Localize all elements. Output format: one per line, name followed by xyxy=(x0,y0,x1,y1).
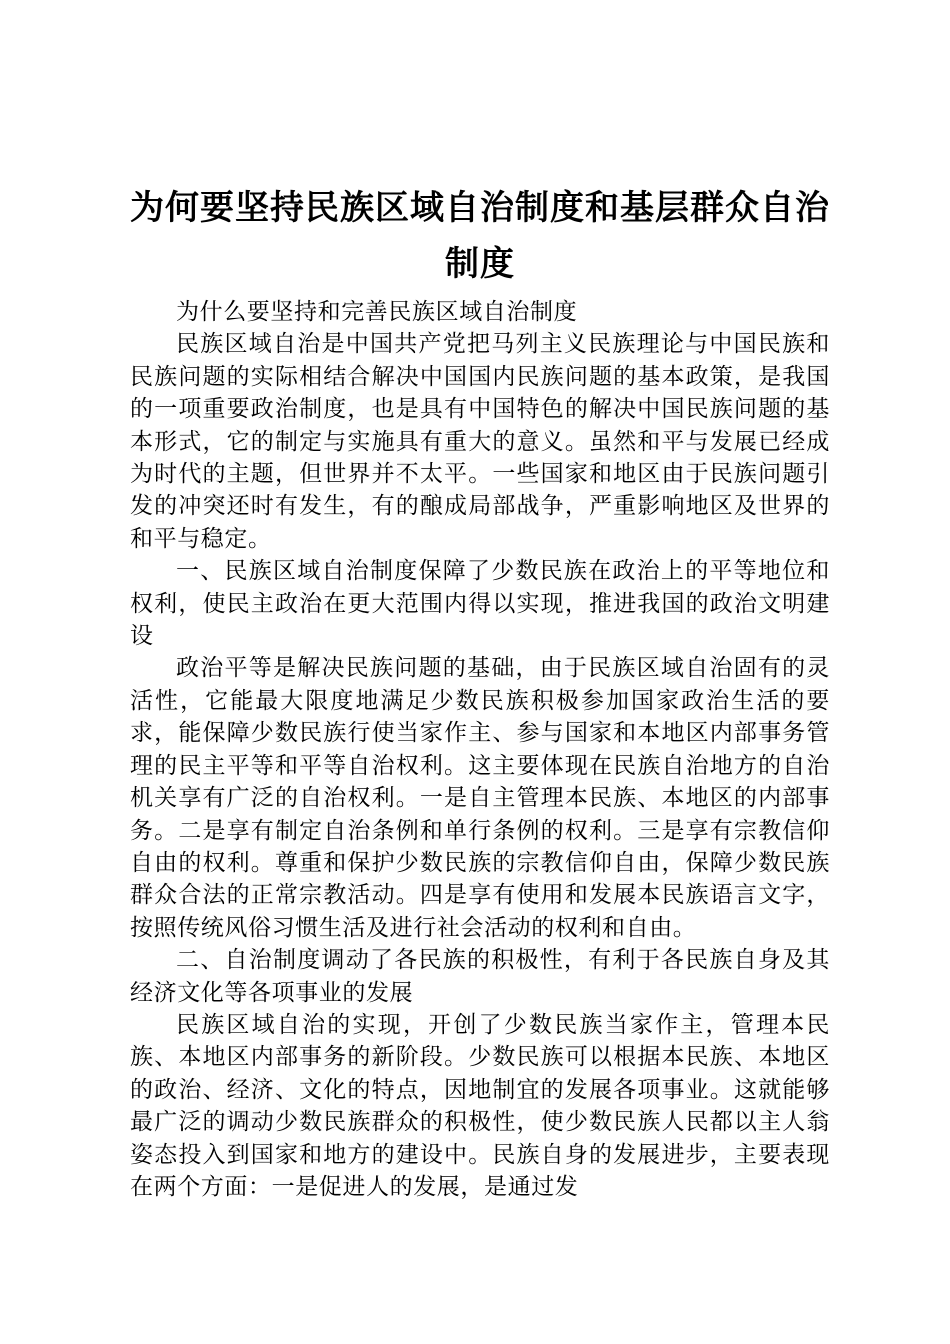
paragraph: 民族区域自治是中国共产党把马列主义民族理论与中国民族和民族问题的实际相结合解决中国国内民族问题的基本政策，是我国的一项重要政治制度，也是具有中国特色的解决中国民族问题的基本形式，它的制定与实施具有重大的意义。虽然和平与发展已经成为时代的主题，但世界并不太平。一些国家和地区由于民族问题引发的冲突还时有发生，有的酿成局部战争，严重影响地区及世界的和平与稳定。 xyxy=(130,331,830,552)
section-heading-2: 二、自治制度调动了各民族的积极性，有利于各民族自身及其经济文化等各项事业的发展 xyxy=(130,947,830,1006)
document-title: 为何要坚持民族区域自治制度和基层群众自治制度 xyxy=(130,188,830,284)
paragraph-subtitle: 为什么要坚持和完善民族区域自治制度 xyxy=(176,299,578,325)
paragraph: 民族区域自治的实现，开创了少数民族当家作主，管理本民族、本地区内部事务的新阶段。少数民族可以根据本民族、本地区的政治、经济、文化的特点，因地制宜的发展各项事业。这就能够最广泛的调动少数民族群众的积极性，使少数民族人民都以主人翁姿态投入到国家和地方的建设中。民族自身的发展进步，主要表现在两个方面：一是促进人的发展，是通过发 xyxy=(130,1011,830,1200)
document-body xyxy=(130,296,830,1203)
paragraph: 政治平等是解决民族问题的基础，由于民族区域自治固有的灵活性，它能最大限度地满足少数民族积极参加国家政治生活的要求，能保障少数民族行使当家作主、参与国家和本地区内部事务管理的民主平等和平等自治权利。这主要体现在民族自治地方的自治机关享有广泛的自治权利。一是自主管理本民族、本地区的内部事务。二是享有制定自治条例和单行条例的权利。三是享有宗教信仰自由的权利。尊重和保护少数民族的宗教信仰自由，保障少数民族群众合法的正常宗教活动。四是享有使用和发展本民族语言文字，按照传统风俗习惯生活及进行社会活动的权利和自由。 xyxy=(130,655,830,941)
section-heading-1: 一、民族区域自治制度保障了少数民族在政治上的平等地位和权利，使民主政治在更大范围内得以实现，推进我国的政治文明建设 xyxy=(130,558,830,650)
